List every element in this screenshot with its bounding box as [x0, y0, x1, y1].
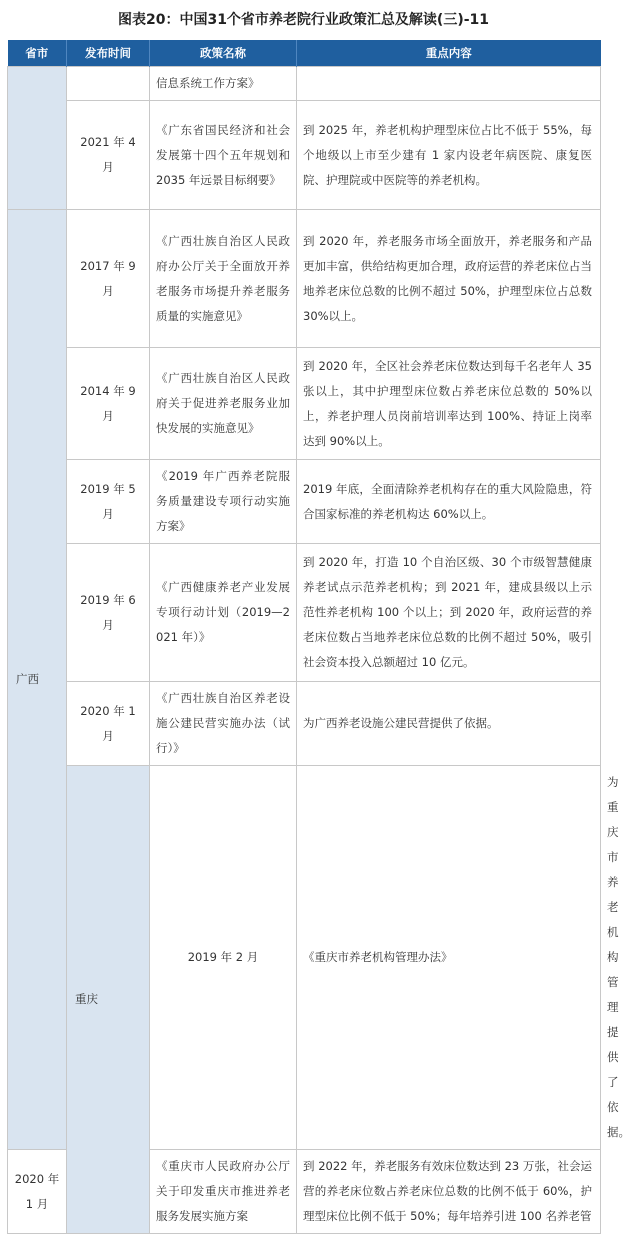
- header-policy-name: 政策名称: [150, 40, 297, 67]
- policy-name-cell: 《广东省国民经济和社会发展第十四个五年规划和 2035 年远景目标纲要》: [150, 101, 297, 210]
- date-cell: 2020 年 1 月: [8, 1150, 67, 1234]
- table-row: [8, 460, 601, 544]
- content-cell: 到 2020 年，全区社会养老床位数达到每千名老年人 35 张以上，其中护理型床位数占养老床位总数的 50%以上，养老护理人员岗前培训率达到 100%、持证上岗率达到 90%以上。: [297, 348, 601, 460]
- policy-table: [7, 40, 630, 1234]
- content-cell: 到 2025 年，养老机构护理型床位占比不低于 55%，每个地级以上市至少建有 1 家内设老年病医院、康复医院、护理院或中医院等的养老机构。: [297, 101, 601, 210]
- date-cell: [67, 67, 150, 101]
- content-cell: [297, 67, 601, 101]
- province-cell-guangxi: 广西: [8, 210, 67, 1150]
- province-cell-guangdong: [8, 67, 67, 210]
- province-cell-chongqing: 重庆: [67, 766, 150, 1234]
- date-cell: 2019 年 6 月: [67, 544, 150, 682]
- table-title: 图表20：中国31个省市养老院行业政策汇总及解读(三)-11: [117, 12, 490, 28]
- date-cell: 2021 年 4 月: [67, 101, 150, 210]
- policy-name-cell: 《广西健康养老产业发展专项行动计划（2019—2021 年）》: [150, 544, 297, 682]
- policy-name-cell: 《广西壮族自治区人民政府办公厅关于全面放开养老服务市场提升养老服务质量的实施意见》: [150, 210, 297, 348]
- policy-name-cell: 信息系统工作方案》: [150, 67, 297, 101]
- policy-name-cell: 《重庆市养老机构管理办法》: [297, 766, 601, 1150]
- table-row: [8, 348, 601, 460]
- table-row: [8, 210, 601, 348]
- content-cell: 到 2020 年，打造 10 个自治区级、30 个市级智慧健康养老试点示范养老机构；到 2021 年，建成县级以上示范性养老机构 100 个以上；到 2020 年，政府运营的养老床位数占当地养老床位总数的比例不超过 50%，吸引社会资本投入总额超过 10 亿元。: [297, 544, 601, 682]
- date-cell: 2019 年 2 月: [150, 766, 297, 1150]
- content-cell: 到 2022 年，养老服务有效床位数达到 23 万张，社会运营的养老床位数占养老床位总数的比例不低于 60%，护理型床位比例不低于 50%；每年培养引进 100 名养老管: [297, 1150, 601, 1234]
- policy-name-cell: 《重庆市人民政府办公厅关于印发重庆市推进养老服务发展实施方案: [150, 1150, 297, 1234]
- header-key-content: 重点内容: [297, 40, 601, 67]
- header-date: 发布时间: [67, 40, 150, 67]
- header-province: 省市: [8, 40, 67, 67]
- content-cell: 2019 年底，全面清除养老机构存在的重大风险隐患，符合国家标准的养老机构达 60%以上。: [297, 460, 601, 544]
- table-row: [8, 682, 601, 766]
- table-row: [8, 67, 601, 101]
- content-cell: 为广西养老设施公建民营提供了依据。: [297, 682, 601, 766]
- table-row: 重庆 2019 年 2 月 《重庆市养老机构管理办法》 为重庆市养老机构管理提供了依据。: [8, 766, 601, 1150]
- date-cell: 2017 年 9 月: [67, 210, 150, 348]
- date-cell: 2020 年 1 月: [67, 682, 150, 766]
- policy-name-cell: 《2019 年广西养老院服务质量建设专项行动实施方案》: [150, 460, 297, 544]
- policy-name-cell: 《广西壮族自治区人民政府关于促进养老服务业加快发展的实施意见》: [150, 348, 297, 460]
- table-row: [8, 101, 601, 210]
- content-cell: 到 2020 年，养老服务市场全面放开，养老服务和产品更加丰富，供给结构更加合理，政府运营的养老床位占当地养老床位总数的比例不超过 50%，护理型床位占总数 30%以上。: [297, 210, 601, 348]
- policy-name-cell: 《广西壮族自治区养老设施公建民营实施办法（试行）》: [150, 682, 297, 766]
- date-cell: 2019 年 5 月: [67, 460, 150, 544]
- date-cell: 2014 年 9 月: [67, 348, 150, 460]
- table-header-row: [8, 40, 601, 67]
- table-row: [8, 544, 601, 682]
